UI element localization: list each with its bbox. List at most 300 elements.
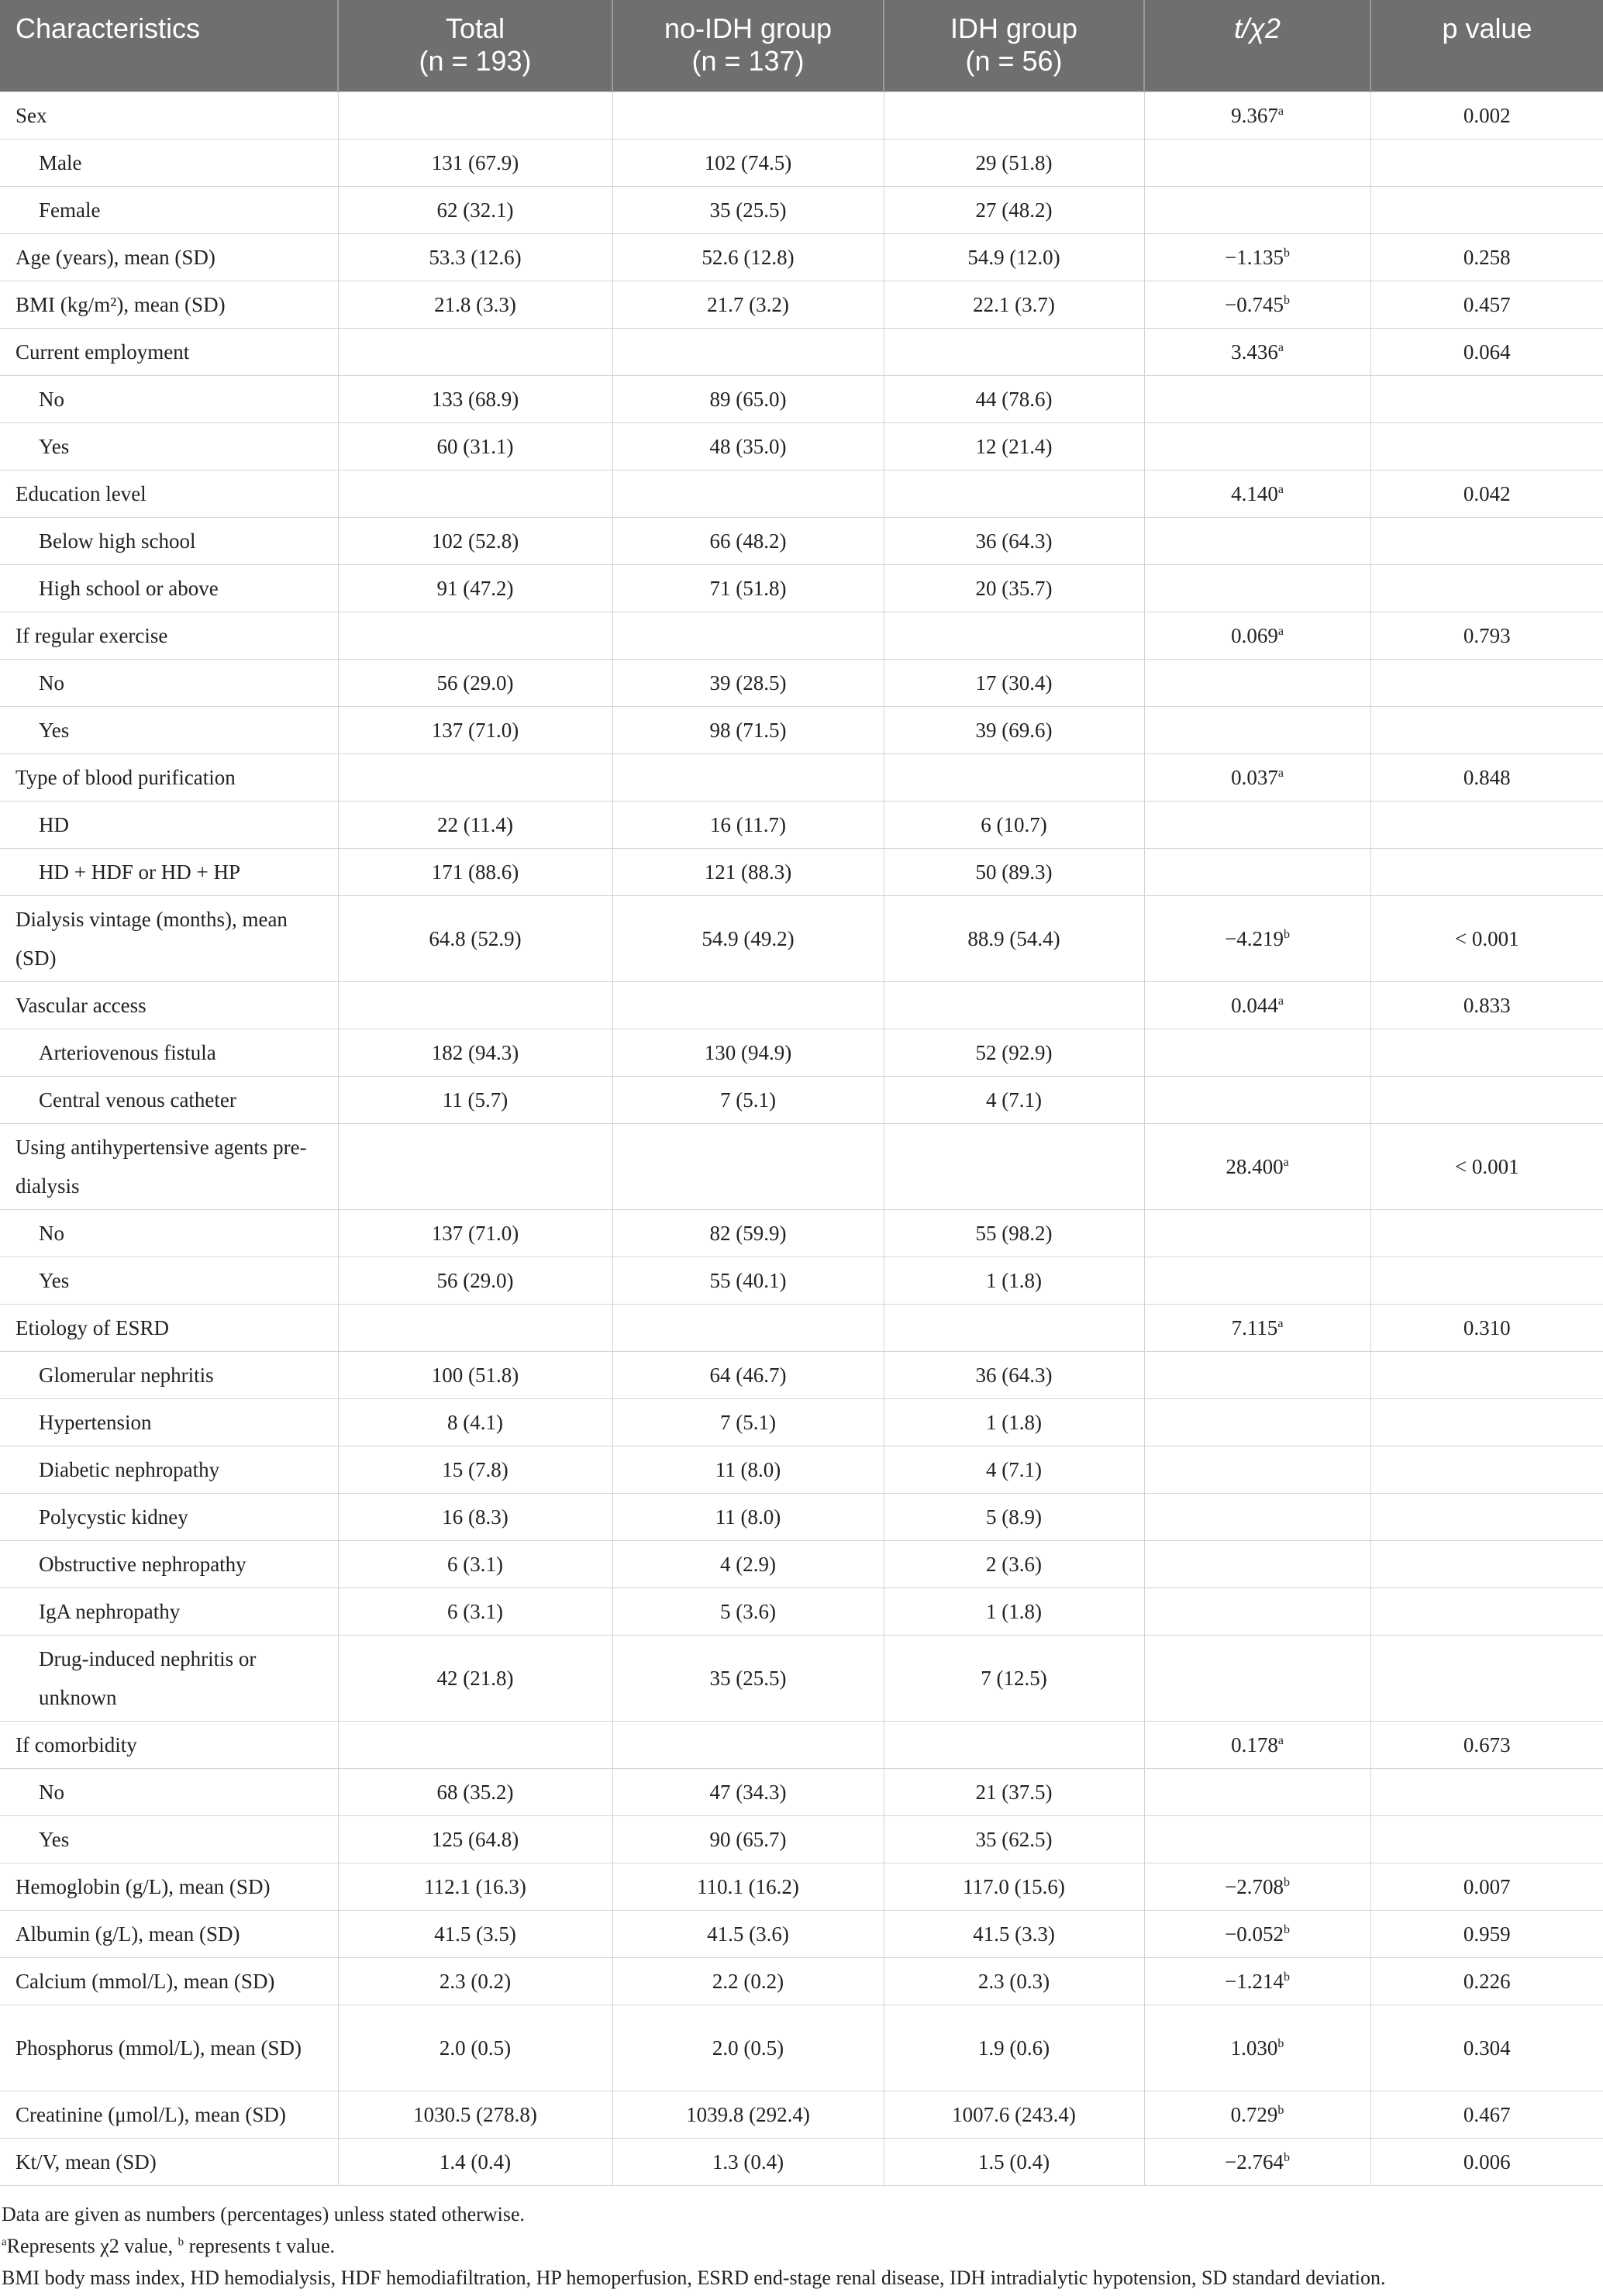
cell-statistic (1144, 375, 1370, 422)
cell-statistic (1144, 753, 1370, 801)
cell-p-value (1370, 1588, 1603, 1635)
cell-total (338, 1540, 612, 1588)
cell-idh (884, 706, 1144, 753)
table-row (0, 1957, 1603, 2005)
cell-characteristic (0, 1721, 338, 1768)
cell-no-idh (612, 91, 884, 139)
cell-total-text: 91 (47.2) (436, 576, 514, 600)
cell-no-idh (612, 328, 884, 375)
cell-no-idh-text: 66 (48.2) (709, 529, 787, 553)
cell-total-text: 102 (52.8) (431, 529, 519, 553)
table-row (0, 2091, 1603, 2138)
cell-no-idh-text: 54.9 (49.2) (702, 926, 795, 950)
table-subrow (0, 1540, 1603, 1588)
cell-characteristic (0, 1304, 338, 1351)
cell-total (338, 753, 612, 801)
table-subrow (0, 1768, 1603, 1815)
cell-no-idh (612, 2005, 884, 2091)
cell-statistic (1144, 1493, 1370, 1540)
cell-total-text: 64.8 (52.9) (429, 926, 522, 950)
cell-p-value (1370, 564, 1603, 612)
cell-no-idh (612, 1721, 884, 1768)
table-row (0, 470, 1603, 517)
cell-characteristic (0, 753, 338, 801)
cell-total (338, 1209, 612, 1257)
cell-total-text: 56 (29.0) (436, 671, 514, 695)
cell-no-idh-text: 39 (28.5) (709, 671, 787, 695)
footnote-sup-a: a (2, 2236, 7, 2249)
cell-no-idh-text: 2.0 (0.5) (712, 2036, 784, 2060)
cell-idh (884, 470, 1144, 517)
cell-p-value (1370, 328, 1603, 375)
cell-characteristic (0, 1123, 338, 1209)
cell-characteristic-text: Dialysis vintage (months), mean (SD) (16, 907, 288, 970)
cell-statistic (1144, 1123, 1370, 1209)
cell-total-text: 68 (35.2) (436, 1780, 514, 1804)
cell-p-value (1370, 1257, 1603, 1304)
cell-statistic (1144, 1863, 1370, 1910)
cell-characteristic-text: Below high school (39, 529, 196, 553)
cell-idh (884, 1398, 1144, 1446)
cell-no-idh-text: 5 (3.6) (720, 1599, 776, 1623)
cell-no-idh (612, 281, 884, 328)
cell-characteristic (0, 2091, 338, 2138)
cell-p-value (1370, 517, 1603, 564)
cell-characteristic-text: High school or above (39, 576, 219, 600)
cell-idh (884, 422, 1144, 470)
cell-statistic (1144, 517, 1370, 564)
cell-characteristic-text: No (39, 671, 64, 695)
cell-characteristic (0, 1493, 338, 1540)
cell-no-idh-text: 82 (59.9) (709, 1221, 787, 1245)
cell-p-value (1370, 281, 1603, 328)
cell-total (338, 517, 612, 564)
cell-p-value-text: 0.793 (1463, 623, 1511, 647)
cell-total (338, 564, 612, 612)
table-row (0, 895, 1603, 981)
cell-statistic-text: 0.069 (1231, 623, 1278, 647)
cell-total-text: 62 (32.1) (436, 198, 514, 222)
cell-total (338, 139, 612, 186)
table-subrow (0, 1351, 1603, 1398)
cell-total (338, 422, 612, 470)
cell-p-value (1370, 612, 1603, 659)
cell-characteristic (0, 1351, 338, 1398)
cell-no-idh-text: 130 (94.9) (704, 1040, 792, 1064)
cell-characteristic-text: Etiology of ESRD (16, 1315, 170, 1339)
cell-idh-text: 36 (64.3) (975, 529, 1053, 553)
cell-no-idh (612, 1351, 884, 1398)
cell-total (338, 2005, 612, 2091)
cell-p-value (1370, 1304, 1603, 1351)
cell-idh (884, 281, 1144, 328)
cell-total-text: 182 (94.3) (431, 1040, 519, 1064)
cell-statistic-text: −1.135 (1225, 245, 1284, 269)
table-subrow (0, 1815, 1603, 1863)
header-total-label: Total (445, 12, 505, 44)
cell-statistic (1144, 2138, 1370, 2185)
cell-statistic (1144, 801, 1370, 848)
cell-statistic (1144, 1588, 1370, 1635)
cell-p-value (1370, 848, 1603, 895)
cell-idh (884, 328, 1144, 375)
cell-idh (884, 1493, 1144, 1540)
cell-no-idh (612, 422, 884, 470)
statistic-superscript: a (1277, 766, 1284, 780)
footnote-a-text: Represents χ2 value, (6, 2235, 178, 2257)
cell-total (338, 375, 612, 422)
cell-characteristic-text: Yes (39, 718, 70, 742)
cell-total (338, 1398, 612, 1446)
table-subrow (0, 1257, 1603, 1304)
cell-characteristic (0, 2138, 338, 2185)
cell-idh-text: 35 (62.5) (975, 1827, 1053, 1851)
table-subrow (0, 139, 1603, 186)
cell-statistic (1144, 2091, 1370, 2138)
cell-total-text: 53.3 (12.6) (429, 245, 522, 269)
cell-no-idh-text: 2.2 (0.2) (712, 1969, 784, 1993)
cell-no-idh (612, 564, 884, 612)
table-subrow (0, 706, 1603, 753)
cell-characteristic-text: Yes (39, 1827, 70, 1851)
cell-characteristic-text: Male (39, 150, 82, 174)
cell-characteristic (0, 981, 338, 1029)
cell-no-idh (612, 1493, 884, 1540)
cell-p-value (1370, 706, 1603, 753)
cell-p-value (1370, 139, 1603, 186)
cell-characteristic-text: Creatinine (μmol/L), mean (SD) (16, 2102, 286, 2126)
cell-total (338, 1304, 612, 1351)
cell-characteristic (0, 422, 338, 470)
cell-statistic (1144, 1446, 1370, 1493)
cell-no-idh-text: 11 (8.0) (715, 1505, 781, 1529)
cell-p-value-text: 0.007 (1463, 1874, 1511, 1898)
cell-total-text: 21.8 (3.3) (434, 292, 516, 316)
cell-idh (884, 1721, 1144, 1768)
cell-no-idh (612, 233, 884, 281)
statistic-superscript: b (1283, 1875, 1290, 1889)
cell-total (338, 659, 612, 706)
cell-idh-text: 1.5 (0.4) (977, 2149, 1050, 2174)
statistic-superscript: a (1277, 1316, 1284, 1330)
statistic-superscript: a (1283, 1155, 1289, 1169)
cell-characteristic (0, 186, 338, 233)
footnote-abbreviations: BMI body mass index, HD hemodialysis, HDF hemodiafiltration, HP hemoperfusion, ESRD end-stage renal disease, IDH intradialytic hypotension, SD standard deviation. (2, 2267, 1386, 2289)
cell-statistic (1144, 91, 1370, 139)
cell-idh (884, 139, 1144, 186)
cell-p-value-text: 0.042 (1463, 481, 1511, 505)
cell-characteristic-text: IgA nephropathy (39, 1599, 181, 1623)
cell-characteristic-text: HD (39, 812, 69, 836)
cell-statistic (1144, 1815, 1370, 1863)
cell-no-idh-text: 102 (74.5) (704, 150, 792, 174)
cell-statistic (1144, 1721, 1370, 1768)
cell-total (338, 281, 612, 328)
cell-no-idh (612, 1588, 884, 1635)
cell-characteristic-text: Vascular access (16, 993, 147, 1017)
cell-no-idh (612, 1863, 884, 1910)
cell-idh (884, 1957, 1144, 2005)
cell-statistic (1144, 981, 1370, 1029)
cell-characteristic (0, 1209, 338, 1257)
cell-idh (884, 981, 1144, 1029)
cell-total (338, 801, 612, 848)
cell-p-value-text: 0.310 (1463, 1315, 1511, 1339)
cell-total (338, 1493, 612, 1540)
cell-idh (884, 186, 1144, 233)
cell-statistic (1144, 706, 1370, 753)
cell-total (338, 91, 612, 139)
cell-no-idh (612, 1446, 884, 1493)
cell-idh-text: 55 (98.2) (975, 1221, 1053, 1245)
cell-no-idh (612, 659, 884, 706)
cell-statistic-text: 0.178 (1231, 1732, 1278, 1756)
cell-no-idh (612, 1398, 884, 1446)
cell-total (338, 1029, 612, 1076)
cell-characteristic (0, 91, 338, 139)
cell-characteristic-text: If comorbidity (16, 1732, 137, 1756)
cell-statistic (1144, 612, 1370, 659)
cell-statistic (1144, 1910, 1370, 1957)
cell-p-value (1370, 186, 1603, 233)
cell-idh (884, 1540, 1144, 1588)
cell-total (338, 1351, 612, 1398)
cell-statistic-text: −1.214 (1225, 1969, 1284, 1993)
cell-statistic (1144, 233, 1370, 281)
cell-total (338, 2138, 612, 2185)
header-no-idh (612, 0, 884, 91)
cell-idh-text: 1 (1.8) (986, 1268, 1042, 1292)
cell-statistic (1144, 1398, 1370, 1446)
cell-idh (884, 848, 1144, 895)
cell-no-idh (612, 1910, 884, 1957)
cell-statistic (1144, 139, 1370, 186)
table-row (0, 281, 1603, 328)
cell-idh (884, 1635, 1144, 1721)
cell-statistic (1144, 1209, 1370, 1257)
header-total (338, 0, 612, 91)
table-subrow (0, 1398, 1603, 1446)
table-row (0, 233, 1603, 281)
header-no-idh-n: (n = 137) (691, 45, 805, 77)
cell-characteristic-text: Phosphorus (mmol/L), mean (SD) (16, 2036, 302, 2060)
cell-idh-text: 5 (8.9) (986, 1505, 1042, 1529)
table-subrow (0, 422, 1603, 470)
statistic-superscript: b (1283, 293, 1290, 307)
cell-total (338, 233, 612, 281)
cell-no-idh (612, 1257, 884, 1304)
cell-idh-text: 54.9 (12.0) (967, 245, 1060, 269)
cell-no-idh-text: 110.1 (16.2) (697, 1874, 799, 1898)
table-row (0, 1123, 1603, 1209)
cell-no-idh (612, 1768, 884, 1815)
header-idh-label: IDH group (950, 12, 1078, 44)
cell-p-value (1370, 659, 1603, 706)
cell-no-idh (612, 981, 884, 1029)
cell-characteristic (0, 659, 338, 706)
cell-no-idh (612, 1029, 884, 1076)
cell-characteristic (0, 1863, 338, 1910)
cell-total-text: 131 (67.9) (431, 150, 519, 174)
cell-p-value (1370, 375, 1603, 422)
statistic-superscript: b (1283, 927, 1290, 941)
cell-idh (884, 1863, 1144, 1910)
cell-total (338, 1257, 612, 1304)
cell-idh-text: 7 (12.5) (981, 1666, 1047, 1690)
cell-idh-text: 21 (37.5) (975, 1780, 1053, 1804)
cell-total-text: 2.3 (0.2) (439, 1969, 512, 1993)
table-subrow (0, 1588, 1603, 1635)
cell-no-idh (612, 186, 884, 233)
cell-idh-text: 52 (92.9) (975, 1040, 1053, 1064)
cell-total (338, 1768, 612, 1815)
cell-idh (884, 659, 1144, 706)
cell-characteristic (0, 139, 338, 186)
cell-total-text: 6 (3.1) (447, 1599, 503, 1623)
cell-idh-text: 36 (64.3) (975, 1363, 1053, 1387)
cell-idh (884, 1076, 1144, 1123)
cell-idh (884, 1029, 1144, 1076)
cell-idh-text: 29 (51.8) (975, 150, 1053, 174)
cell-no-idh-text: 35 (25.5) (709, 198, 787, 222)
cell-total (338, 1076, 612, 1123)
table-row (0, 612, 1603, 659)
cell-characteristic (0, 1768, 338, 1815)
cell-no-idh (612, 1815, 884, 1863)
cell-no-idh (612, 848, 884, 895)
cell-no-idh-text: 47 (34.3) (709, 1780, 787, 1804)
cell-no-idh-text: 64 (46.7) (709, 1363, 787, 1387)
cell-no-idh-text: 52.6 (12.8) (702, 245, 795, 269)
cell-idh-text: 12 (21.4) (975, 434, 1053, 458)
cell-total (338, 1635, 612, 1721)
cell-no-idh-text: 121 (88.3) (704, 860, 792, 884)
cell-idh-text: 20 (35.7) (975, 576, 1053, 600)
cell-total (338, 1588, 612, 1635)
cell-p-value-text: 0.002 (1463, 103, 1511, 127)
cell-no-idh (612, 2091, 884, 2138)
cell-statistic (1144, 1076, 1370, 1123)
cell-idh-text: 1 (1.8) (986, 1599, 1042, 1623)
footnote-sup-b: b (178, 2236, 184, 2249)
cell-characteristic-text: Female (39, 198, 101, 222)
cell-total-text: 133 (68.9) (431, 387, 519, 411)
cell-characteristic-text: BMI (kg/m²), mean (SD) (16, 292, 226, 316)
cell-total-text: 125 (64.8) (431, 1827, 519, 1851)
cell-idh-text: 44 (78.6) (975, 387, 1053, 411)
cell-characteristic (0, 1446, 338, 1493)
cell-characteristic-text: Kt/V, mean (SD) (16, 2149, 157, 2174)
cell-statistic-text: −4.219 (1225, 926, 1284, 950)
cell-p-value-text: 0.833 (1463, 993, 1511, 1017)
cell-statistic (1144, 186, 1370, 233)
cell-no-idh-text: 55 (40.1) (709, 1268, 787, 1292)
cell-idh (884, 1588, 1144, 1635)
cell-characteristic (0, 233, 338, 281)
cell-total (338, 2091, 612, 2138)
cell-total (338, 1123, 612, 1209)
cell-characteristic-text: Age (years), mean (SD) (16, 245, 215, 269)
cell-p-value-text: 0.467 (1463, 2102, 1511, 2126)
header-idh (884, 0, 1144, 91)
cell-no-idh-text: 1039.8 (292.4) (686, 2102, 810, 2126)
table-row (0, 328, 1603, 375)
cell-idh-text: 4 (7.1) (986, 1088, 1042, 1112)
cell-characteristic-text: Yes (39, 1268, 70, 1292)
cell-total-text: 137 (71.0) (431, 718, 519, 742)
table-row (0, 2138, 1603, 2185)
footnote-b-text: represents t value. (184, 2235, 336, 2257)
cell-characteristic-text: Polycystic kidney (39, 1505, 188, 1529)
statistic-superscript: b (1277, 2103, 1284, 2117)
cell-characteristic (0, 564, 338, 612)
cell-no-idh-text: 4 (2.9) (720, 1552, 776, 1576)
cell-statistic-text: 4.140 (1231, 481, 1278, 505)
cell-p-value-text: < 0.001 (1454, 926, 1519, 950)
cell-p-value (1370, 1957, 1603, 2005)
table-subrow (0, 517, 1603, 564)
cell-total-text: 8 (4.1) (447, 1410, 503, 1434)
table-row (0, 1304, 1603, 1351)
cell-p-value (1370, 1351, 1603, 1398)
cell-statistic-text: 1.030 (1230, 2036, 1278, 2060)
cell-idh (884, 1123, 1144, 1209)
cell-p-value-text: 0.959 (1463, 1922, 1511, 1946)
cell-characteristic-text: Hypertension (39, 1410, 152, 1434)
cell-characteristic (0, 895, 338, 981)
cell-characteristic-text: Glomerular nephritis (39, 1363, 214, 1387)
header-statistic-label: t/χ2 (1234, 12, 1281, 44)
cell-characteristic (0, 1635, 338, 1721)
cell-no-idh (612, 470, 884, 517)
cell-no-idh (612, 753, 884, 801)
cell-idh-text: 6 (10.7) (981, 812, 1047, 836)
cell-no-idh-text: 7 (5.1) (720, 1088, 776, 1112)
cell-characteristic (0, 1957, 338, 2005)
cell-no-idh-text: 89 (65.0) (709, 387, 787, 411)
cell-statistic (1144, 895, 1370, 981)
table-row (0, 1910, 1603, 1957)
cell-characteristic (0, 1910, 338, 1957)
cell-total-text: 42 (21.8) (436, 1666, 514, 1690)
table-subrow (0, 186, 1603, 233)
cell-p-value (1370, 2138, 1603, 2185)
cell-idh (884, 1910, 1144, 1957)
table-row (0, 91, 1603, 139)
cell-no-idh (612, 139, 884, 186)
cell-idh-text: 17 (30.4) (975, 671, 1053, 695)
cell-total (338, 612, 612, 659)
header-total-n: (n = 193) (419, 45, 532, 77)
statistic-superscript: b (1283, 1922, 1290, 1936)
table-subrow (0, 1635, 1603, 1721)
cell-no-idh-text: 71 (51.8) (709, 576, 787, 600)
cell-p-value (1370, 1209, 1603, 1257)
cell-total-text: 137 (71.0) (431, 1221, 519, 1245)
cell-idh-text: 22.1 (3.7) (973, 292, 1055, 316)
cell-idh-text: 117.0 (15.6) (963, 1874, 1065, 1898)
cell-total-text: 41.5 (3.5) (434, 1922, 516, 1946)
table-subrow (0, 659, 1603, 706)
cell-total-text: 56 (29.0) (436, 1268, 514, 1292)
cell-total-text: 171 (88.6) (431, 860, 519, 884)
cell-no-idh-text: 98 (71.5) (709, 718, 787, 742)
cell-characteristic (0, 1076, 338, 1123)
cell-idh (884, 612, 1144, 659)
cell-idh (884, 2091, 1144, 2138)
cell-characteristic (0, 517, 338, 564)
cell-characteristic (0, 1588, 338, 1635)
